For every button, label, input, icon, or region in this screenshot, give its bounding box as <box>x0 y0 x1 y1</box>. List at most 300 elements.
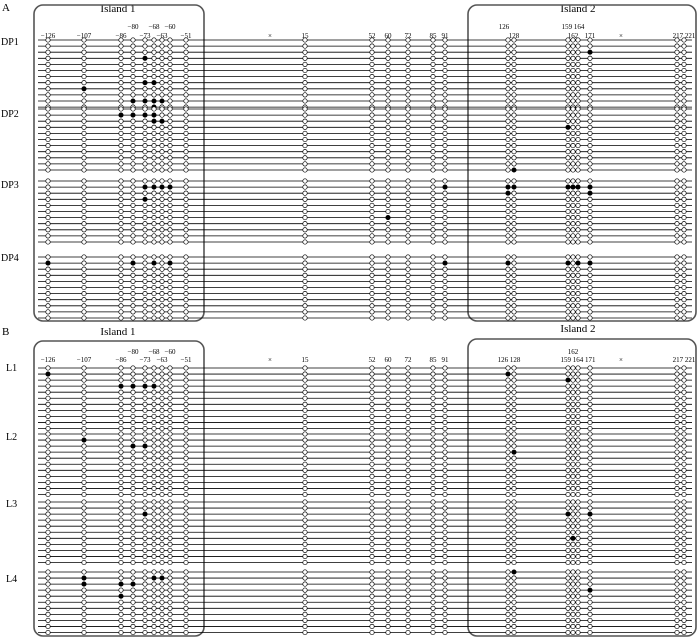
unmethylated-cpg-dot <box>431 162 435 166</box>
unmethylated-cpg-dot <box>152 536 156 540</box>
unmethylated-cpg-dot <box>131 107 135 111</box>
unmethylated-cpg-dot <box>184 474 188 478</box>
unmethylated-cpg-dot <box>386 298 390 302</box>
unmethylated-cpg-dot <box>168 456 172 460</box>
unmethylated-cpg-dot <box>571 438 575 442</box>
unmethylated-cpg-dot <box>506 107 510 111</box>
unmethylated-cpg-dot <box>512 536 516 540</box>
unmethylated-cpg-dot <box>506 156 510 160</box>
unmethylated-cpg-dot <box>443 414 447 418</box>
unmethylated-cpg-dot <box>303 594 307 598</box>
unmethylated-cpg-dot <box>119 74 123 78</box>
unmethylated-cpg-dot <box>566 462 570 466</box>
unmethylated-cpg-dot <box>588 536 592 540</box>
unmethylated-cpg-dot <box>46 588 50 592</box>
unmethylated-cpg-dot <box>675 234 679 238</box>
unmethylated-cpg-dot <box>303 99 307 103</box>
unmethylated-cpg-dot <box>443 304 447 308</box>
unmethylated-cpg-dot <box>506 450 510 454</box>
site-label: 217 221 <box>672 32 696 40</box>
unmethylated-cpg-dot <box>675 486 679 490</box>
unmethylated-cpg-dot <box>370 500 374 504</box>
unmethylated-cpg-dot <box>512 156 516 160</box>
unmethylated-cpg-dot <box>512 542 516 546</box>
unmethylated-cpg-dot <box>512 228 516 232</box>
unmethylated-cpg-dot <box>675 74 679 78</box>
unmethylated-cpg-dot <box>119 261 123 265</box>
unmethylated-cpg-dot <box>168 420 172 424</box>
unmethylated-cpg-dot <box>682 624 686 628</box>
unmethylated-cpg-dot <box>303 456 307 460</box>
unmethylated-cpg-dot <box>46 518 50 522</box>
unmethylated-cpg-dot <box>370 606 374 610</box>
site-label: −60 <box>164 348 176 356</box>
unmethylated-cpg-dot <box>571 426 575 430</box>
unmethylated-cpg-dot <box>152 378 156 382</box>
unmethylated-cpg-dot <box>386 606 390 610</box>
unmethylated-cpg-dot <box>168 390 172 394</box>
site-label: −73 <box>139 32 151 40</box>
unmethylated-cpg-dot <box>184 560 188 564</box>
unmethylated-cpg-dot <box>576 298 580 302</box>
unmethylated-cpg-dot <box>512 81 516 85</box>
unmethylated-cpg-dot <box>152 444 156 448</box>
unmethylated-cpg-dot <box>46 74 50 78</box>
unmethylated-cpg-dot <box>131 222 135 226</box>
site-label: −86 <box>115 356 127 364</box>
unmethylated-cpg-dot <box>386 530 390 534</box>
unmethylated-cpg-dot <box>82 203 86 207</box>
unmethylated-cpg-dot <box>566 612 570 616</box>
unmethylated-cpg-dot <box>406 486 410 490</box>
unmethylated-cpg-dot <box>431 56 435 60</box>
unmethylated-cpg-dot <box>160 93 164 97</box>
unmethylated-cpg-dot <box>370 612 374 616</box>
unmethylated-cpg-dot <box>675 432 679 436</box>
unmethylated-cpg-dot <box>131 44 135 48</box>
unmethylated-cpg-dot <box>443 162 447 166</box>
unmethylated-cpg-dot <box>443 554 447 558</box>
unmethylated-cpg-dot <box>82 99 86 103</box>
unmethylated-cpg-dot <box>370 378 374 382</box>
unmethylated-cpg-dot <box>131 267 135 271</box>
unmethylated-cpg-dot <box>386 624 390 628</box>
unmethylated-cpg-dot <box>406 255 410 259</box>
unmethylated-cpg-dot <box>131 480 135 484</box>
unmethylated-cpg-dot <box>168 240 172 244</box>
unmethylated-cpg-dot <box>443 524 447 528</box>
unmethylated-cpg-dot <box>386 113 390 117</box>
unmethylated-cpg-dot <box>386 554 390 558</box>
unmethylated-cpg-dot <box>119 62 123 66</box>
unmethylated-cpg-dot <box>168 582 172 586</box>
unmethylated-cpg-dot <box>143 285 147 289</box>
unmethylated-cpg-dot <box>46 273 50 277</box>
unmethylated-cpg-dot <box>119 267 123 271</box>
unmethylated-cpg-dot <box>370 524 374 528</box>
unmethylated-cpg-dot <box>119 474 123 478</box>
unmethylated-cpg-dot <box>303 606 307 610</box>
unmethylated-cpg-dot <box>431 267 435 271</box>
unmethylated-cpg-dot <box>82 384 86 388</box>
unmethylated-cpg-dot <box>406 600 410 604</box>
methylated-cpg-dot <box>152 185 156 189</box>
unmethylated-cpg-dot <box>46 137 50 141</box>
unmethylated-cpg-dot <box>512 576 516 580</box>
unmethylated-cpg-dot <box>143 486 147 490</box>
unmethylated-cpg-dot <box>82 68 86 72</box>
unmethylated-cpg-dot <box>370 414 374 418</box>
unmethylated-cpg-dot <box>46 512 50 516</box>
unmethylated-cpg-dot <box>566 240 570 244</box>
unmethylated-cpg-dot <box>386 506 390 510</box>
unmethylated-cpg-dot <box>571 420 575 424</box>
unmethylated-cpg-dot <box>571 542 575 546</box>
unmethylated-cpg-dot <box>675 240 679 244</box>
unmethylated-cpg-dot <box>82 131 86 135</box>
unmethylated-cpg-dot <box>443 273 447 277</box>
unmethylated-cpg-dot <box>119 500 123 504</box>
unmethylated-cpg-dot <box>46 310 50 314</box>
unmethylated-cpg-dot <box>386 594 390 598</box>
unmethylated-cpg-dot <box>588 68 592 72</box>
methylated-cpg-dot <box>131 582 135 586</box>
unmethylated-cpg-dot <box>160 506 164 510</box>
unmethylated-cpg-dot <box>576 234 580 238</box>
unmethylated-cpg-dot <box>370 582 374 586</box>
unmethylated-cpg-dot <box>184 594 188 598</box>
unmethylated-cpg-dot <box>406 432 410 436</box>
unmethylated-cpg-dot <box>431 426 435 430</box>
unmethylated-cpg-dot <box>576 588 580 592</box>
unmethylated-cpg-dot <box>675 576 679 580</box>
unmethylated-cpg-dot <box>406 542 410 546</box>
unmethylated-cpg-dot <box>386 414 390 418</box>
unmethylated-cpg-dot <box>160 408 164 412</box>
unmethylated-cpg-dot <box>588 44 592 48</box>
unmethylated-cpg-dot <box>184 542 188 546</box>
unmethylated-cpg-dot <box>303 50 307 54</box>
unmethylated-cpg-dot <box>143 468 147 472</box>
unmethylated-cpg-dot <box>184 197 188 201</box>
unmethylated-cpg-dot <box>682 156 686 160</box>
unmethylated-cpg-dot <box>682 414 686 418</box>
unmethylated-cpg-dot <box>143 366 147 370</box>
unmethylated-cpg-dot <box>571 291 575 295</box>
panel-b-letter: B <box>2 326 10 338</box>
unmethylated-cpg-dot <box>571 50 575 54</box>
unmethylated-cpg-dot <box>82 279 86 283</box>
unmethylated-cpg-dot <box>431 570 435 574</box>
unmethylated-cpg-dot <box>431 456 435 460</box>
unmethylated-cpg-dot <box>443 456 447 460</box>
unmethylated-cpg-dot <box>588 542 592 546</box>
unmethylated-cpg-dot <box>506 279 510 283</box>
unmethylated-cpg-dot <box>184 222 188 226</box>
unmethylated-cpg-dot <box>82 267 86 271</box>
unmethylated-cpg-dot <box>82 606 86 610</box>
unmethylated-cpg-dot <box>168 588 172 592</box>
unmethylated-cpg-dot <box>506 203 510 207</box>
unmethylated-cpg-dot <box>131 378 135 382</box>
unmethylated-cpg-dot <box>119 560 123 564</box>
unmethylated-cpg-dot <box>682 298 686 302</box>
unmethylated-cpg-dot <box>119 366 123 370</box>
unmethylated-cpg-dot <box>675 594 679 598</box>
unmethylated-cpg-dot <box>143 438 147 442</box>
unmethylated-cpg-dot <box>431 273 435 277</box>
unmethylated-cpg-dot <box>143 474 147 478</box>
unmethylated-cpg-dot <box>184 298 188 302</box>
unmethylated-cpg-dot <box>370 99 374 103</box>
unmethylated-cpg-dot <box>431 554 435 558</box>
unmethylated-cpg-dot <box>152 524 156 528</box>
site-label: 159 164 171 <box>560 356 596 364</box>
unmethylated-cpg-dot <box>675 150 679 154</box>
unmethylated-cpg-dot <box>143 390 147 394</box>
methylated-cpg-dot <box>131 261 135 265</box>
unmethylated-cpg-dot <box>576 474 580 478</box>
unmethylated-cpg-dot <box>512 414 516 418</box>
unmethylated-cpg-dot <box>406 81 410 85</box>
unmethylated-cpg-dot <box>576 255 580 259</box>
unmethylated-cpg-dot <box>168 209 172 213</box>
unmethylated-cpg-dot <box>82 81 86 85</box>
unmethylated-cpg-dot <box>506 44 510 48</box>
methylated-cpg-dot <box>152 99 156 103</box>
unmethylated-cpg-dot <box>571 119 575 123</box>
unmethylated-cpg-dot <box>443 50 447 54</box>
unmethylated-cpg-dot <box>406 240 410 244</box>
unmethylated-cpg-dot <box>303 156 307 160</box>
unmethylated-cpg-dot <box>406 222 410 226</box>
unmethylated-cpg-dot <box>370 156 374 160</box>
unmethylated-cpg-dot <box>303 125 307 129</box>
unmethylated-cpg-dot <box>82 378 86 382</box>
unmethylated-cpg-dot <box>386 87 390 91</box>
unmethylated-cpg-dot <box>119 191 123 195</box>
unmethylated-cpg-dot <box>682 273 686 277</box>
unmethylated-cpg-dot <box>370 87 374 91</box>
unmethylated-cpg-dot <box>506 68 510 72</box>
unmethylated-cpg-dot <box>119 396 123 400</box>
unmethylated-cpg-dot <box>506 600 510 604</box>
unmethylated-cpg-dot <box>184 273 188 277</box>
unmethylated-cpg-dot <box>675 143 679 147</box>
unmethylated-cpg-dot <box>46 81 50 85</box>
unmethylated-cpg-dot <box>168 203 172 207</box>
unmethylated-cpg-dot <box>168 87 172 91</box>
unmethylated-cpg-dot <box>82 536 86 540</box>
unmethylated-cpg-dot <box>576 414 580 418</box>
unmethylated-cpg-dot <box>131 228 135 232</box>
unmethylated-cpg-dot <box>143 402 147 406</box>
unmethylated-cpg-dot <box>443 492 447 496</box>
unmethylated-cpg-dot <box>370 81 374 85</box>
unmethylated-cpg-dot <box>512 50 516 54</box>
site-label: −63 <box>156 356 168 364</box>
methylated-cpg-dot <box>571 185 575 189</box>
unmethylated-cpg-dot <box>675 630 679 634</box>
unmethylated-cpg-dot <box>160 524 164 528</box>
unmethylated-cpg-dot <box>588 298 592 302</box>
unmethylated-cpg-dot <box>184 588 188 592</box>
unmethylated-cpg-dot <box>386 396 390 400</box>
unmethylated-cpg-dot <box>46 486 50 490</box>
unmethylated-cpg-dot <box>443 74 447 78</box>
methylated-cpg-dot <box>143 56 147 60</box>
methylated-cpg-dot <box>506 191 510 195</box>
unmethylated-cpg-dot <box>160 570 164 574</box>
unmethylated-cpg-dot <box>571 524 575 528</box>
unmethylated-cpg-dot <box>303 588 307 592</box>
unmethylated-cpg-dot <box>82 396 86 400</box>
unmethylated-cpg-dot <box>576 267 580 271</box>
unmethylated-cpg-dot <box>443 119 447 123</box>
unmethylated-cpg-dot <box>46 420 50 424</box>
unmethylated-cpg-dot <box>131 500 135 504</box>
unmethylated-cpg-dot <box>119 316 123 320</box>
unmethylated-cpg-dot <box>168 450 172 454</box>
unmethylated-cpg-dot <box>588 450 592 454</box>
unmethylated-cpg-dot <box>82 456 86 460</box>
unmethylated-cpg-dot <box>152 304 156 308</box>
unmethylated-cpg-dot <box>682 56 686 60</box>
unmethylated-cpg-dot <box>160 512 164 516</box>
unmethylated-cpg-dot <box>406 536 410 540</box>
site-label: 72 <box>404 356 412 364</box>
unmethylated-cpg-dot <box>512 279 516 283</box>
unmethylated-cpg-dot <box>406 93 410 97</box>
methylated-cpg-dot <box>46 372 50 376</box>
unmethylated-cpg-dot <box>143 44 147 48</box>
unmethylated-cpg-dot <box>370 74 374 78</box>
site-label: −126 <box>40 32 56 40</box>
unmethylated-cpg-dot <box>576 162 580 166</box>
unmethylated-cpg-dot <box>675 285 679 289</box>
methylated-cpg-dot <box>512 185 516 189</box>
unmethylated-cpg-dot <box>386 432 390 436</box>
unmethylated-cpg-dot <box>168 612 172 616</box>
unmethylated-cpg-dot <box>506 50 510 54</box>
unmethylated-cpg-dot <box>512 99 516 103</box>
unmethylated-cpg-dot <box>406 530 410 534</box>
unmethylated-cpg-dot <box>119 107 123 111</box>
unmethylated-cpg-dot <box>682 279 686 283</box>
unmethylated-cpg-dot <box>303 582 307 586</box>
unmethylated-cpg-dot <box>152 74 156 78</box>
site-label: 15 <box>301 356 309 364</box>
methylated-cpg-dot <box>588 588 592 592</box>
unmethylated-cpg-dot <box>119 420 123 424</box>
unmethylated-cpg-dot <box>370 518 374 522</box>
unmethylated-cpg-dot <box>406 162 410 166</box>
unmethylated-cpg-dot <box>576 432 580 436</box>
unmethylated-cpg-dot <box>406 378 410 382</box>
unmethylated-cpg-dot <box>184 240 188 244</box>
unmethylated-cpg-dot <box>506 131 510 135</box>
unmethylated-cpg-dot <box>160 228 164 232</box>
unmethylated-cpg-dot <box>82 56 86 60</box>
unmethylated-cpg-dot <box>386 119 390 123</box>
unmethylated-cpg-dot <box>682 600 686 604</box>
unmethylated-cpg-dot <box>160 402 164 406</box>
unmethylated-cpg-dot <box>303 304 307 308</box>
unmethylated-cpg-dot <box>168 267 172 271</box>
unmethylated-cpg-dot <box>443 93 447 97</box>
unmethylated-cpg-dot <box>588 150 592 154</box>
unmethylated-cpg-dot <box>443 209 447 213</box>
unmethylated-cpg-dot <box>512 384 516 388</box>
unmethylated-cpg-dot <box>406 474 410 478</box>
unmethylated-cpg-dot <box>152 414 156 418</box>
unmethylated-cpg-dot <box>82 62 86 66</box>
unmethylated-cpg-dot <box>566 150 570 154</box>
unmethylated-cpg-dot <box>168 44 172 48</box>
unmethylated-cpg-dot <box>576 150 580 154</box>
unmethylated-cpg-dot <box>566 68 570 72</box>
unmethylated-cpg-dot <box>406 285 410 289</box>
unmethylated-cpg-dot <box>370 162 374 166</box>
unmethylated-cpg-dot <box>131 432 135 436</box>
unmethylated-cpg-dot <box>675 316 679 320</box>
unmethylated-cpg-dot <box>406 87 410 91</box>
unmethylated-cpg-dot <box>506 588 510 592</box>
unmethylated-cpg-dot <box>168 68 172 72</box>
unmethylated-cpg-dot <box>46 203 50 207</box>
unmethylated-cpg-dot <box>506 273 510 277</box>
unmethylated-cpg-dot <box>386 492 390 496</box>
unmethylated-cpg-dot <box>131 606 135 610</box>
unmethylated-cpg-dot <box>143 267 147 271</box>
unmethylated-cpg-dot <box>506 612 510 616</box>
unmethylated-cpg-dot <box>406 492 410 496</box>
unmethylated-cpg-dot <box>46 87 50 91</box>
unmethylated-cpg-dot <box>386 209 390 213</box>
unmethylated-cpg-dot <box>675 396 679 400</box>
unmethylated-cpg-dot <box>588 56 592 60</box>
unmethylated-cpg-dot <box>512 468 516 472</box>
unmethylated-cpg-dot <box>443 606 447 610</box>
methylated-cpg-dot <box>443 261 447 265</box>
unmethylated-cpg-dot <box>303 191 307 195</box>
unmethylated-cpg-dot <box>576 624 580 628</box>
unmethylated-cpg-dot <box>143 582 147 586</box>
unmethylated-cpg-dot <box>168 285 172 289</box>
unmethylated-cpg-dot <box>576 606 580 610</box>
unmethylated-cpg-dot <box>152 506 156 510</box>
unmethylated-cpg-dot <box>370 588 374 592</box>
unmethylated-cpg-dot <box>131 168 135 172</box>
unmethylated-cpg-dot <box>512 480 516 484</box>
unmethylated-cpg-dot <box>160 168 164 172</box>
unmethylated-cpg-dot <box>46 107 50 111</box>
unmethylated-cpg-dot <box>506 81 510 85</box>
unmethylated-cpg-dot <box>588 432 592 436</box>
unmethylated-cpg-dot <box>131 512 135 516</box>
unmethylated-cpg-dot <box>571 414 575 418</box>
unmethylated-cpg-dot <box>82 530 86 534</box>
unmethylated-cpg-dot <box>675 548 679 552</box>
unmethylated-cpg-dot <box>566 304 570 308</box>
unmethylated-cpg-dot <box>675 99 679 103</box>
unmethylated-cpg-dot <box>566 137 570 141</box>
unmethylated-cpg-dot <box>370 474 374 478</box>
unmethylated-cpg-dot <box>512 444 516 448</box>
site-label: −73 <box>139 356 151 364</box>
unmethylated-cpg-dot <box>566 624 570 628</box>
unmethylated-cpg-dot <box>512 222 516 226</box>
